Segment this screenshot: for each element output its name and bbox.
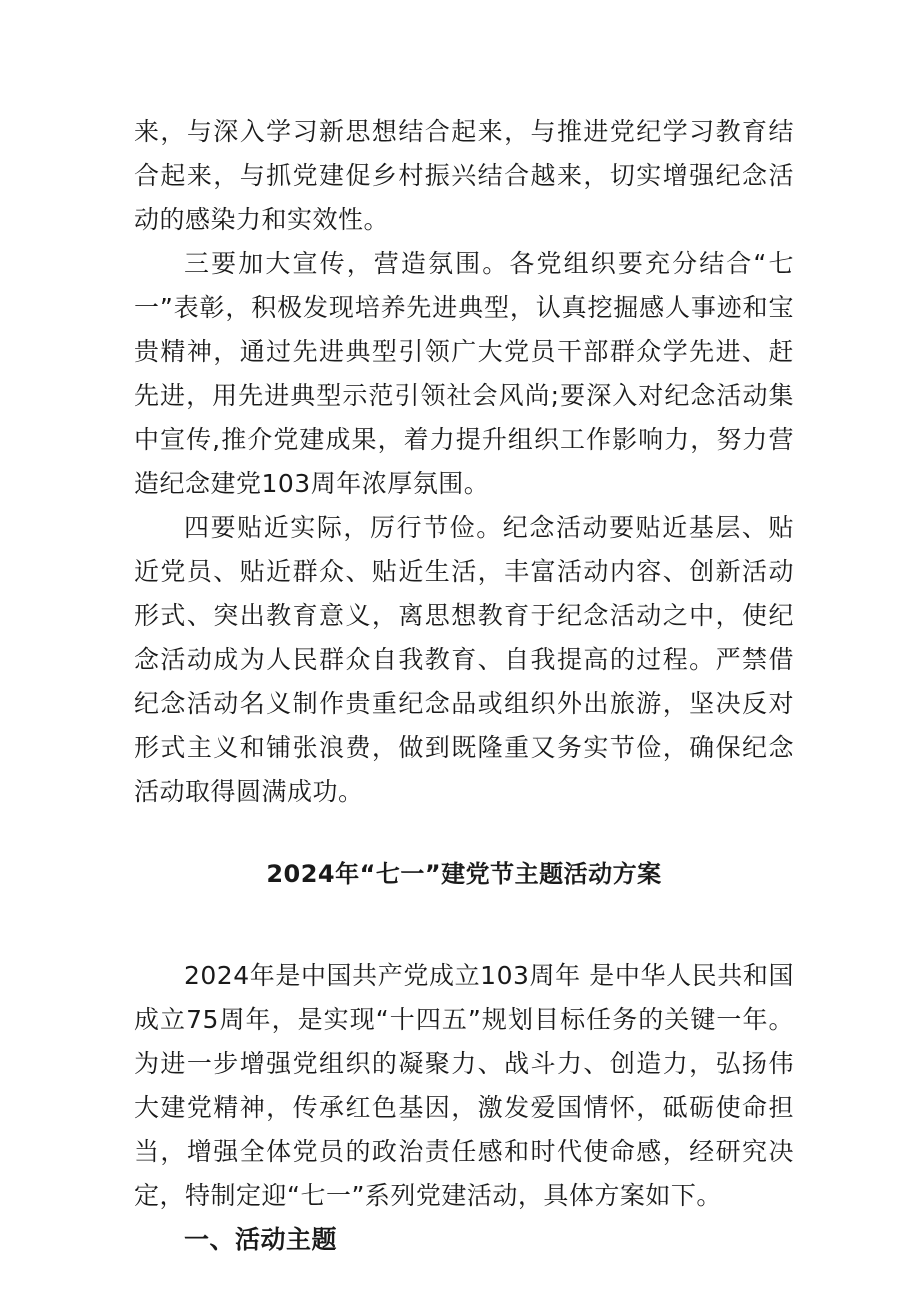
document-body xyxy=(134,110,794,1262)
paragraph-frugality: 四要贴近实际，厉行节俭。纪念活动要贴近基层、贴近党员、贴近群众、贴近生活，丰富活动内容、创新活动形式、突出教育意义，离思想教育于纪念活动之中，使纪念活动成为人民群众自我教育、自我提高的过程。严禁借纪念活动名义制作贵重纪念品或组织外出旅游，坚决反对形式主义和铺张浪费，做到既隆重又务实节俭，确保纪念活动取得圆满成功。 xyxy=(134,513,794,806)
paragraph-continuation: 来，与深入学习新思想结合起来，与推进党纪学习教育结合起来，与抓党建促乡村振兴结合越来，切实增强纪念活动的感染力和实效性。 xyxy=(134,117,794,234)
paragraph-publicity: 三要加大宣传，营造氛围。各党组织要充分结合“七一”表彰，积极发现培养先进典型，认真挖掘感人事迹和宝贵精神，通过先进典型引领广大党员干部群众学先进、赶先进，用先进典型示范引领社会风尚;要深入对纪念活动集中宣传,推介党建成果，着力提升组织工作影响力，努力营造纪念建党103周年浓厚氛围。 xyxy=(134,249,794,498)
section-heading-theme: 一、活动主题 xyxy=(184,1225,338,1254)
document-title: 2024年“七一”建党节主题活动方案 xyxy=(266,860,662,888)
paragraph-intro: 2024年是中国共产党成立103周年 是中华人民共和国成立75周年，是实现“十四五”规划目标任务的关键一年。为进一步增强党组织的凝聚力、战斗力、创造力，弘扬伟大建党精神，传承红色基因，激发爱国情怀，砥砺使命担当，增强全体党员的政治责任感和时代使命感，经研究决定，特制定迎“七一”系列党建活动，具体方案如下。 xyxy=(134,961,794,1210)
